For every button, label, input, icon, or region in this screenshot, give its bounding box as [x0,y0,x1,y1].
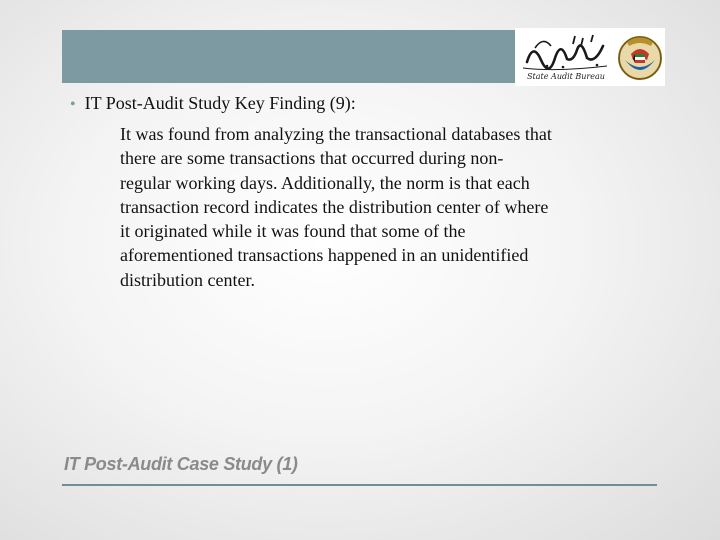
bullet-heading-line [70,92,356,116]
body-line: it originated while it was found that some of the [120,221,466,242]
body-line: distribution center. [120,269,255,290]
body-line: aforementioned transactions happened in an unidentified [120,245,529,266]
logo-subtitle: State Audit Bureau [527,72,605,81]
footer-title: IT Post-Audit Case Study (1) [64,454,298,474]
body-line: transaction record indicates the distribution center of where [120,196,549,217]
finding-body-text [120,122,660,292]
body-line: It was found from analyzing the transactional databases that [120,124,552,144]
bullet-heading: IT Post-Audit Study Key Finding (9): [84,93,356,113]
body-line: there are some transactions that occurred during non- [120,148,504,169]
bullet-dot-icon: • [70,96,76,113]
footer-divider [62,484,657,486]
body-line: regular working days. Additionally, the norm is that each [120,172,530,193]
